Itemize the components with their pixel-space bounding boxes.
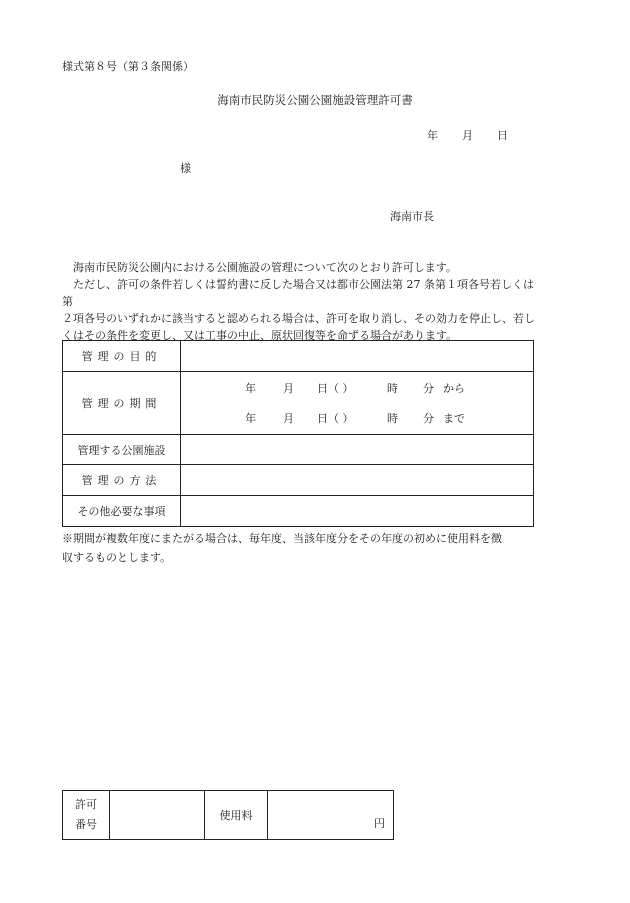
other-label: その他必要な事項 bbox=[77, 505, 166, 518]
period-start-year: 年 bbox=[245, 382, 256, 395]
table-row-method bbox=[63, 465, 534, 496]
yen-unit-label: 円 bbox=[374, 817, 385, 830]
body-text bbox=[62, 259, 542, 344]
method-value-cell[interactable] bbox=[181, 465, 534, 496]
method-label-cell bbox=[63, 465, 181, 496]
form-number-label: 様式第８号（第３条関係） bbox=[62, 60, 194, 73]
date-day-label: 日 bbox=[497, 129, 508, 142]
body-paragraph-2-line-1: ただし、許可の条件若しくは誓約書に反した場合又は都市公園法第 27 条第１項各号若しくは第 bbox=[62, 278, 534, 308]
period-end-year: 年 bbox=[245, 412, 256, 425]
table-row-purpose bbox=[63, 341, 534, 372]
period-until-label: まで bbox=[443, 412, 465, 425]
other-label-cell bbox=[63, 496, 181, 527]
other-value-cell[interactable] bbox=[181, 496, 534, 527]
fee-note-line-1: ※期間が複数年度にまたがる場合は、毎年度、当該年度分をその年度の初めに使用料を徴 bbox=[62, 532, 502, 545]
fee-value-cell[interactable] bbox=[268, 791, 394, 840]
body-paragraph-2-line-2: ２項各号のいずれかに該当すると認められる場合は、許可を取り消し、その効力を停止し、若し bbox=[62, 312, 535, 325]
period-start-day: 日（ ） bbox=[317, 382, 354, 395]
purpose-label: 管理の目的 bbox=[81, 350, 162, 363]
permit-fee-row bbox=[63, 791, 394, 840]
fee-label: 使用料 bbox=[219, 809, 253, 822]
period-start-minute: 分 bbox=[423, 382, 434, 395]
period-end-month: 月 bbox=[283, 412, 294, 425]
table-row-facility bbox=[63, 435, 534, 465]
document-title: 海南市民防災公園公園施設管理許可書 bbox=[217, 93, 413, 107]
fee-note bbox=[62, 529, 542, 567]
facility-label: 管理する公園施設 bbox=[77, 443, 166, 457]
purpose-value-cell[interactable] bbox=[181, 341, 534, 372]
issuer-name: 海南市長 bbox=[390, 210, 434, 223]
period-end-day: 日（ ） bbox=[317, 412, 354, 425]
period-start-month: 月 bbox=[283, 382, 294, 395]
fee-label-cell bbox=[205, 791, 268, 840]
table-row-period bbox=[63, 372, 534, 435]
body-paragraph-2-line-3: くはその条件を変更し、又は工事の中止、原状回復等を命ずる場合があります。 bbox=[62, 329, 458, 342]
permit-number-value-cell[interactable] bbox=[110, 791, 205, 840]
period-from-label: から bbox=[443, 382, 465, 395]
table-row-other bbox=[63, 496, 534, 527]
method-label: 管理の方法 bbox=[81, 474, 162, 487]
date-month-label: 月 bbox=[462, 129, 473, 142]
facility-label-cell bbox=[63, 435, 181, 465]
purpose-label-cell bbox=[63, 341, 181, 372]
facility-value-cell[interactable] bbox=[181, 435, 534, 465]
permit-details-table bbox=[62, 340, 534, 527]
fee-note-line-2: 収するものとします。 bbox=[62, 551, 172, 564]
period-end-minute: 分 bbox=[423, 412, 434, 425]
addressee-suffix: 様 bbox=[180, 162, 191, 175]
period-label: 管理の期間 bbox=[81, 397, 162, 410]
permit-number-label-1: 許可 bbox=[75, 798, 97, 811]
period-start-hour: 時 bbox=[387, 382, 398, 395]
period-end-hour: 時 bbox=[387, 412, 398, 425]
permit-fee-table bbox=[62, 790, 394, 840]
date-year-label: 年 bbox=[427, 129, 438, 142]
body-paragraph-1: 海南市民防災公園内における公園施設の管理について次のとおり許可します。 bbox=[73, 261, 457, 274]
permit-number-label-cell bbox=[63, 791, 110, 840]
period-label-cell bbox=[63, 372, 181, 435]
permit-number-label-2: 番号 bbox=[75, 818, 97, 831]
period-value-cell[interactable] bbox=[181, 372, 534, 435]
